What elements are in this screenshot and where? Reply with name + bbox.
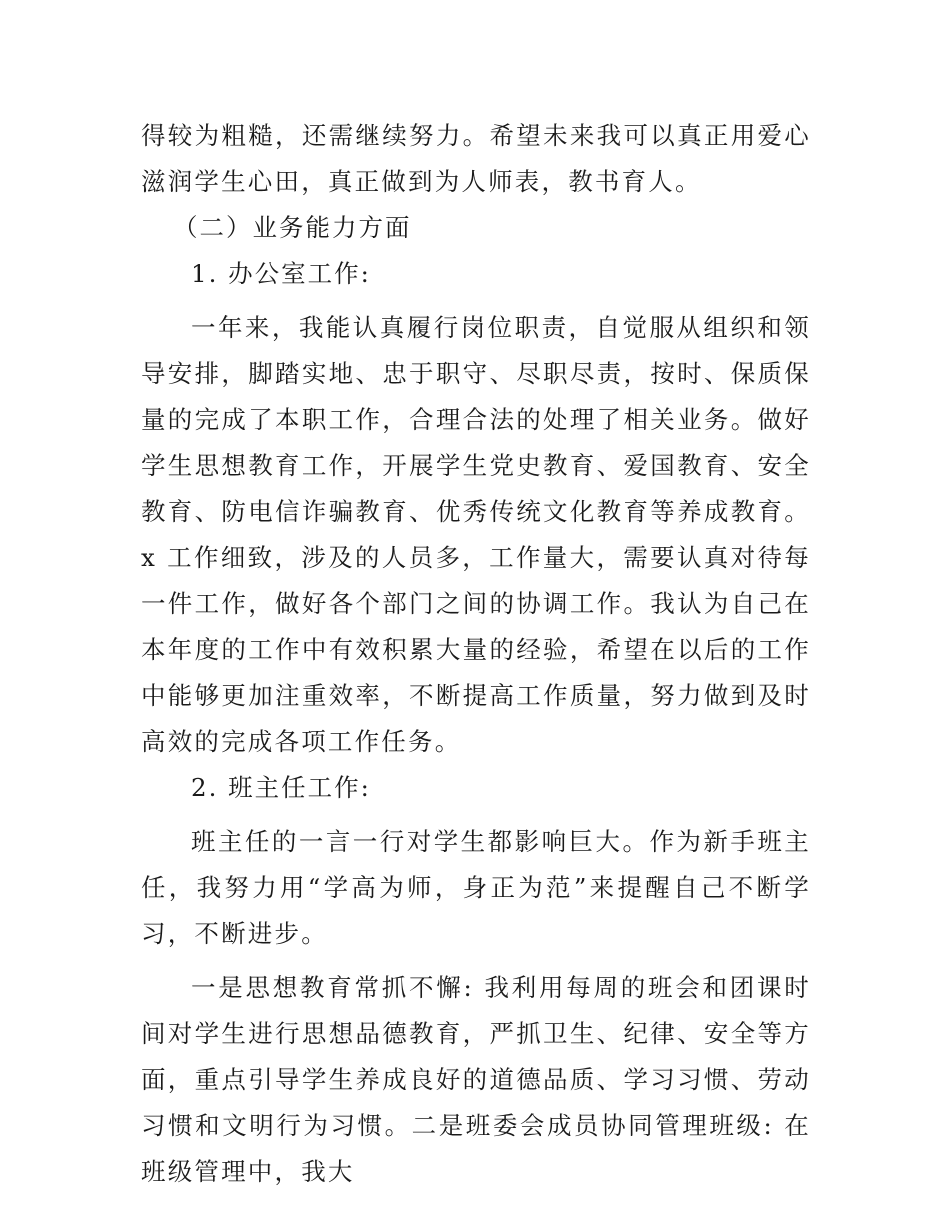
subheading-head-teacher-work: 2. 班主任工作:	[191, 773, 371, 802]
paragraph-ideological-education: 一是思想教育常抓不懈: 我利用每周的班会和团课时间对学生进行思想品德教育，严抓卫生、纪律、安全等方面，重点引导学生养成良好的道德品质、学习习惯、劳动习惯和文明行为习惯。二是班委会成员协同管理班级: 在班级管理中，我大	[141, 973, 811, 1186]
paragraph-continuation: 得较为粗糙，还需继续努力。希望未来我可以真正用爱心滋润学生心田，真正做到为人师表，教书育人。	[141, 121, 811, 196]
paragraph-head-teacher-intro: 班主任的一言一行对学生都影响巨大。作为新手班主任，我努力用“学高为师，身正为范”来提醒自己不断学习，不断进步。	[141, 827, 811, 948]
document-body	[141, 113, 811, 1195]
subheading-office-work: 1. 办公室工作:	[191, 259, 371, 288]
section-heading-business-ability: （二）业务能力方面	[173, 213, 412, 242]
paragraph-office-work: 一年来，我能认真履行岗位职责，自觉服从组织和领导安排，脚踏实地、忠于职守、尽职尽责，按时、保质保量的完成了本职工作，合理合法的处理了相关业务。做好学生思想教育工作，开展学生党史教育、爱国教育、安全教育、防电信诈骗教育、优秀传统文化教育等养成教育。x 工作细致，涉及的人员多，工作量大，需要认真对待每一件工作，做好各个部门之间的协调工作。我认为自己在本年度的工作中有效积累大量的经验，希望在以后的工作中能够更加注重效率，不断提高工作质量，努力做到及时高效的完成各项工作任务。	[141, 313, 811, 756]
